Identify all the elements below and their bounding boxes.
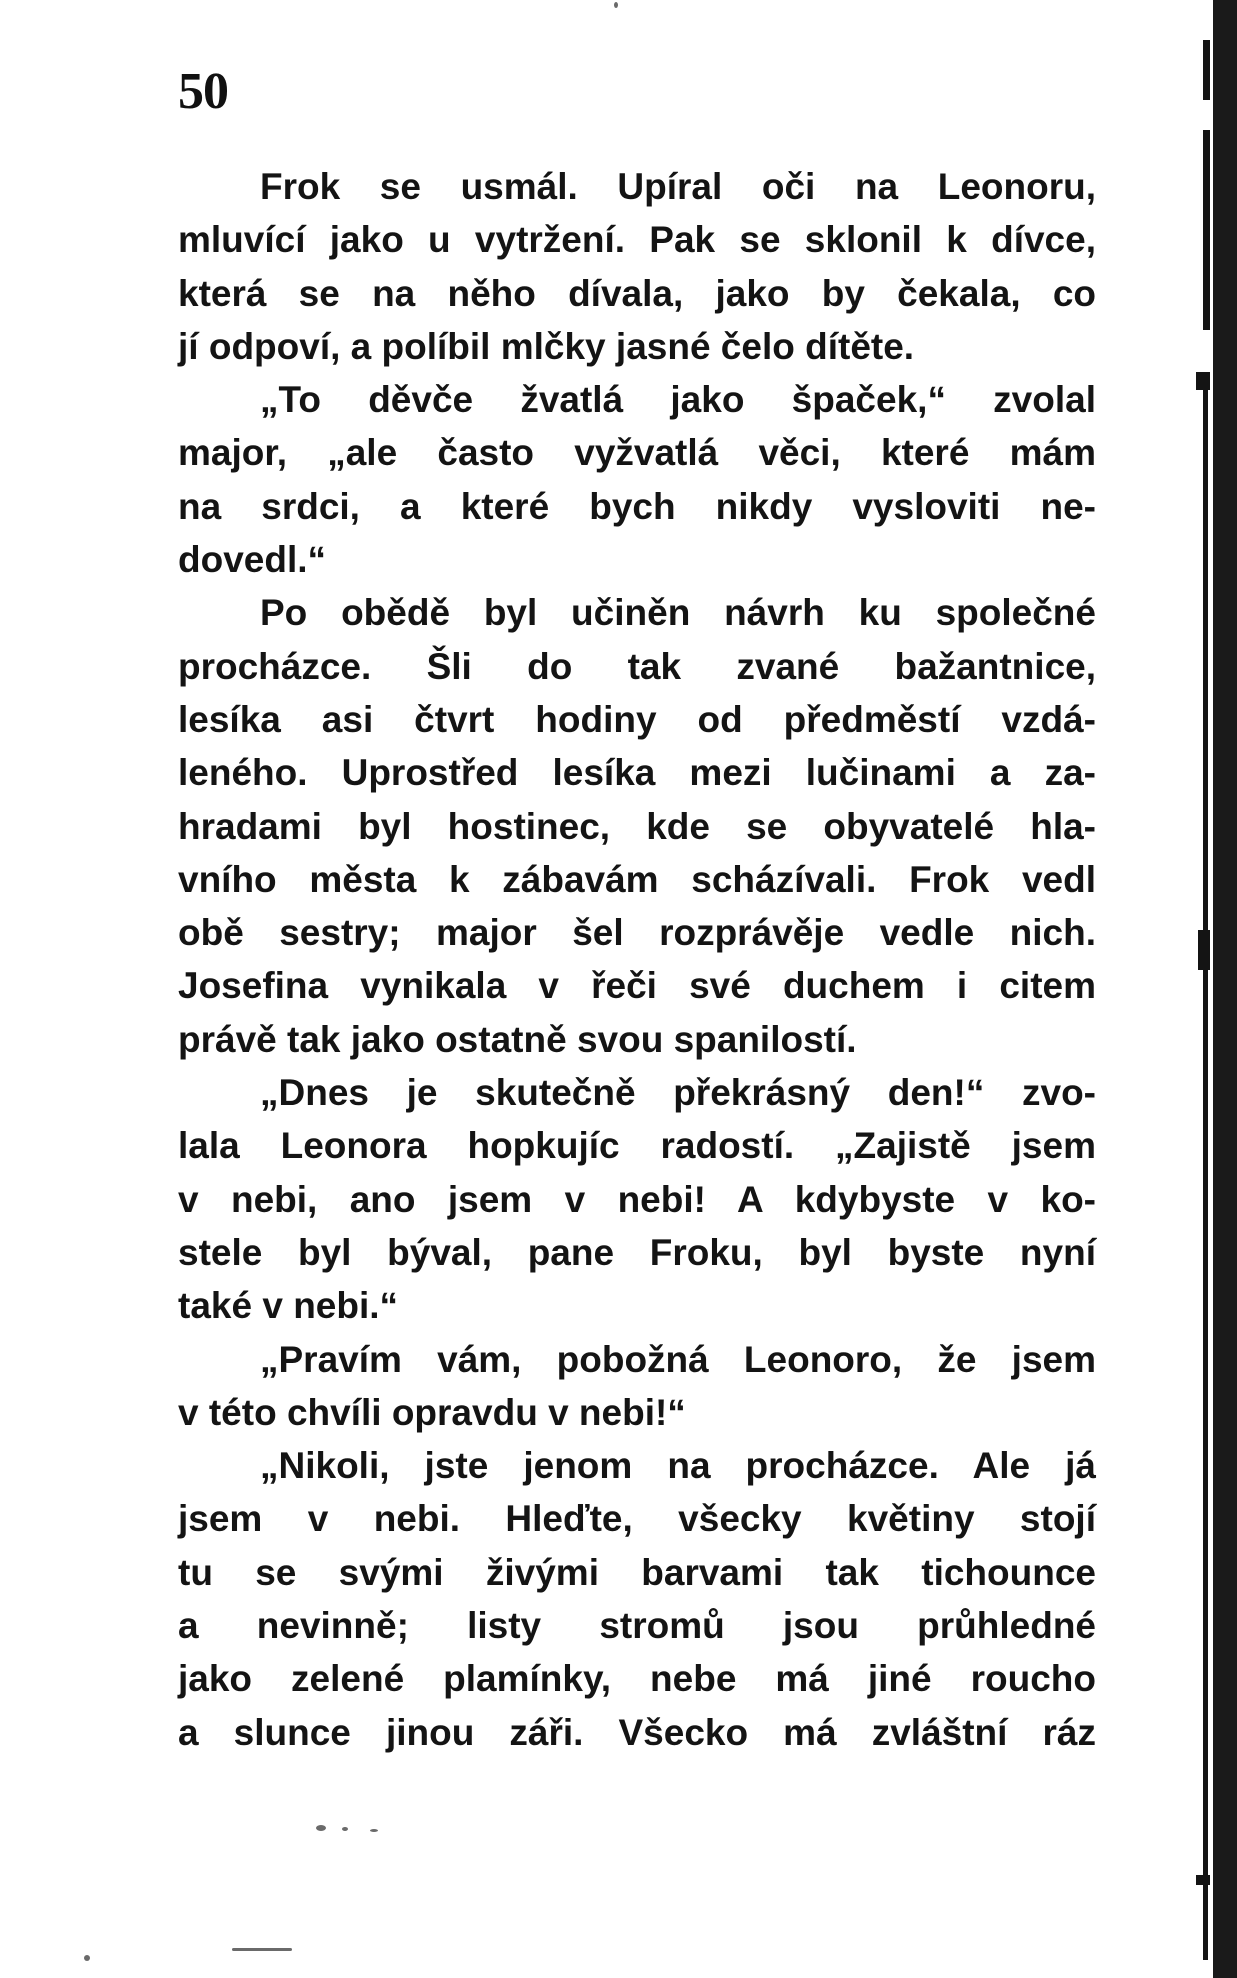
text-line: „Pravím vám, pobožná Leonoro, že jsem: [260, 1338, 1096, 1380]
text-line: v nebi, ano jsem v nebi! A kdybyste v ko-: [178, 1178, 1096, 1220]
text-line: procházce. Šli do tak zvané bažantnice,: [178, 645, 1096, 687]
text-line: lesíka asi čtvrt hodiny od předměstí vzdá-: [178, 698, 1096, 740]
text-line: a nevinně; listy stromů jsou průhledné: [178, 1605, 1096, 1647]
text-line: hradami byl hostinec, kde se obyvatelé hla-: [178, 805, 1096, 847]
text-line: Frok se usmál. Upíral oči na Leonoru,: [260, 166, 1096, 207]
scan-speck: [316, 1825, 326, 1831]
page-edge-mark: [1198, 930, 1210, 970]
text-line: Josefina vynikala v řeči své duchem i citem: [178, 965, 1096, 1007]
text-line: leného. Uprostřed lesíka mezi lučinami a za-: [178, 752, 1096, 794]
text-line: obě sestry; major šel rozprávěje vedle nich.: [178, 912, 1096, 954]
scan-speck: [232, 1948, 292, 1951]
text-line: mluvící jako u vytržení. Pak se sklonil k dívce,: [178, 219, 1096, 261]
text-line: právě tak jako ostatně svou spanilostí.: [178, 1018, 857, 1060]
text-line: jako zelené plamínky, nebe má jiné roucho: [178, 1658, 1096, 1700]
text-line: která se na něho dívala, jako by čekala, co: [178, 272, 1096, 314]
text-line: a slunce jinou záři. Všecko má zvláštní ráz: [178, 1711, 1096, 1753]
text-line: major, „ale často vyžvatlá věci, které mám: [178, 432, 1096, 474]
scan-speck: [370, 1829, 378, 1832]
text-line: jsem v nebi. Hleďte, všecky květiny stojí: [178, 1498, 1096, 1540]
scan-speck: [84, 1955, 90, 1961]
text-line: lala Leonora hopkujíc radostí. „Zajistě jsem: [178, 1125, 1096, 1167]
text-line: tu se svými živými barvami tak tichounce: [178, 1551, 1096, 1593]
text-line: také v nebi.“: [178, 1285, 399, 1327]
text-line: „To děvče žvatlá jako špaček,“ zvolal: [260, 379, 1096, 421]
scan-border: [1213, 0, 1237, 1978]
text-line: vního města k zábavám scházívali. Frok vedl: [178, 858, 1096, 900]
text-line: na srdci, a které bych nikdy vysloviti ne-: [178, 485, 1096, 527]
scan-speck: [614, 2, 618, 8]
text-line: Po obědě byl učiněn návrh ku společné: [260, 592, 1096, 634]
text-line: dovedl.“: [178, 539, 327, 581]
page-edge-shadow: [1203, 960, 1208, 1960]
text-line: „Nikoli, jste jenom na procházce. Ale já: [260, 1445, 1096, 1487]
text-line: jí odpoví, a políbil mlčky jasné čelo dítěte.: [178, 325, 915, 367]
scan-speck: [342, 1827, 348, 1831]
text-line: v této chvíli opravdu v nebi!“: [178, 1391, 686, 1433]
page-edge-shadow: [1203, 130, 1210, 330]
page-number: 50: [178, 63, 228, 120]
page-edge-mark: [1196, 372, 1210, 390]
text-line: „Dnes je skutečně překrásný den!“ zvo-: [260, 1072, 1096, 1114]
page-edge-mark: [1196, 1875, 1210, 1885]
body-text: [178, 160, 1096, 1759]
page-edge-shadow: [1203, 390, 1208, 950]
page-edge-shadow: [1203, 40, 1210, 100]
text-line: stele byl býval, pane Froku, byl byste nyní: [178, 1231, 1096, 1273]
